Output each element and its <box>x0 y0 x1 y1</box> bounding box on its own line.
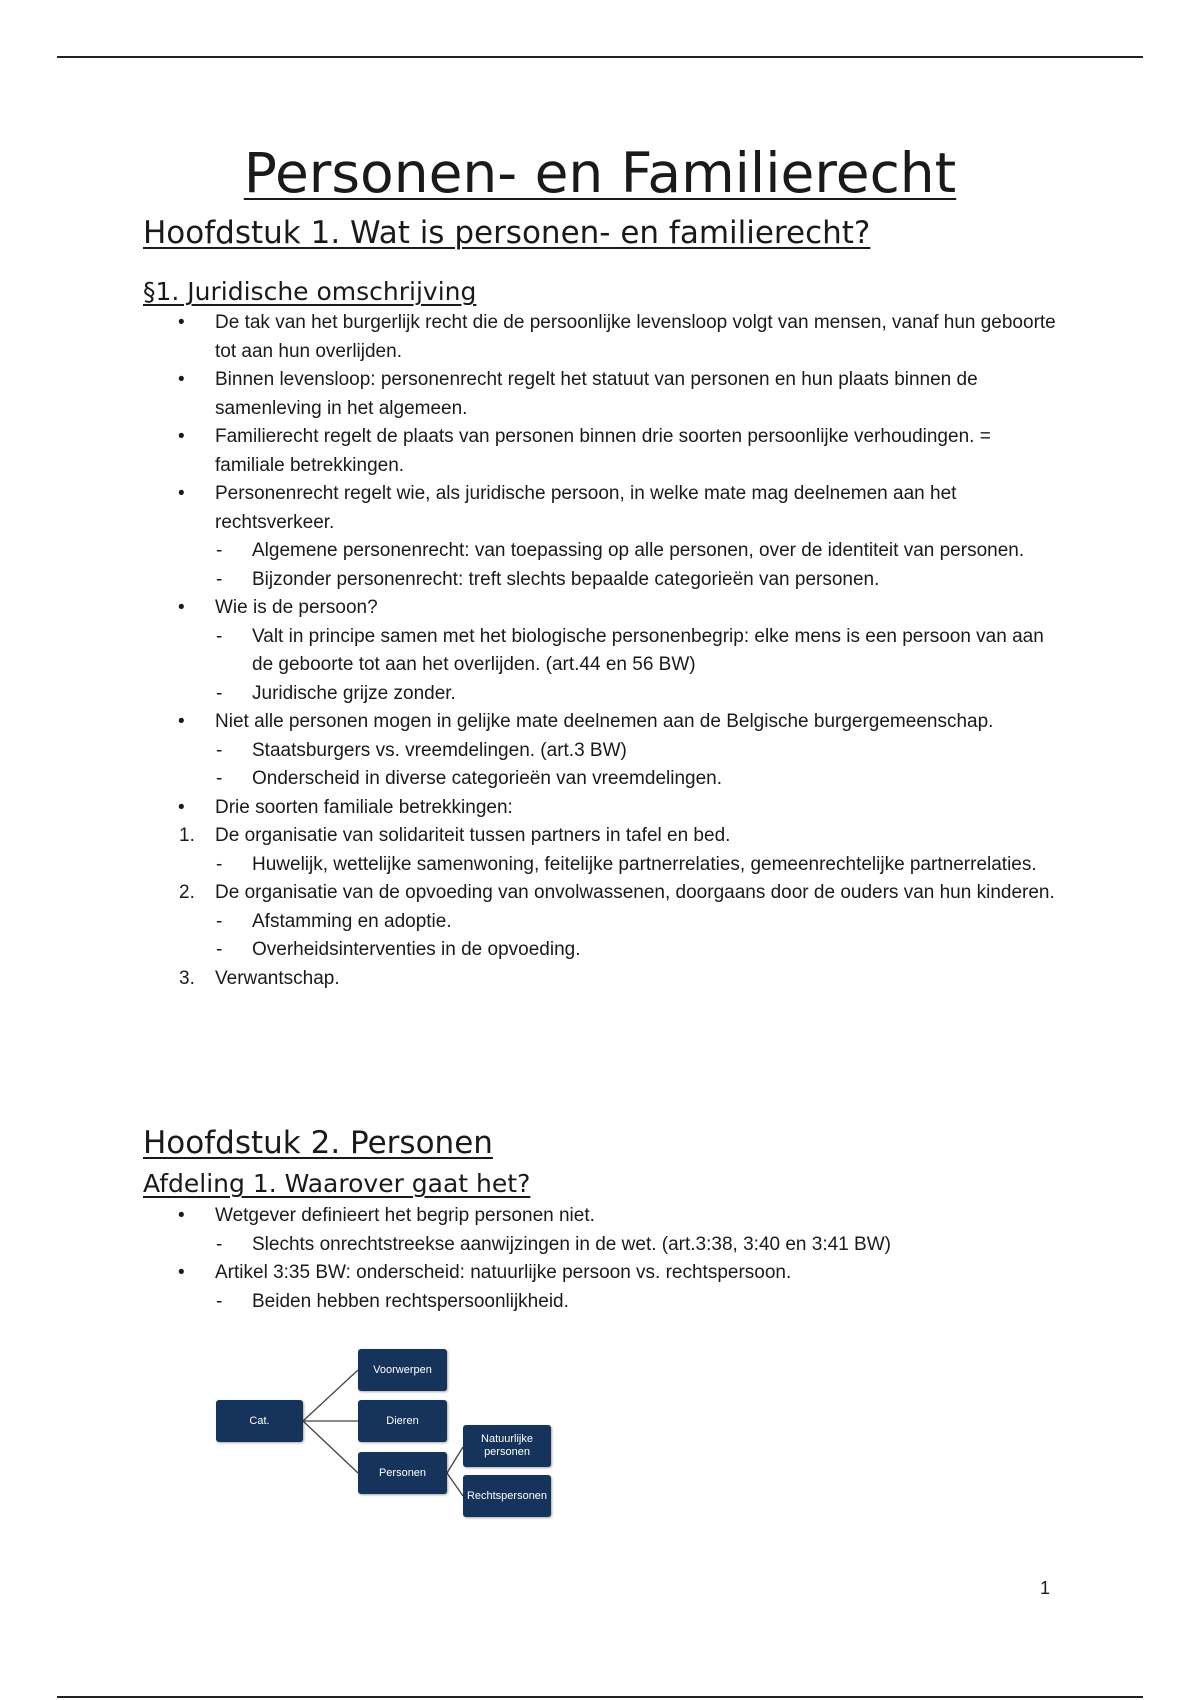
list-item-text: Juridische grijze zonder. <box>252 682 456 704</box>
list-item-text: Verwantschap. <box>215 967 340 989</box>
connector-line <box>447 1473 463 1496</box>
numbered-item <box>0 965 1200 994</box>
sub-list-item <box>0 765 1200 794</box>
diagram-node-voorwerpen: Voorwerpen <box>358 1349 447 1391</box>
section-2-1-heading: Afdeling 1. Waarover gaat het? <box>143 1169 531 1198</box>
list-item <box>0 708 1200 737</box>
list-item-text: Overheidsinterventies in de opvoeding. <box>252 939 581 960</box>
list-item-text: Wetgever definieert het begrip personen niet. <box>215 1205 595 1226</box>
bullet-marker: • <box>178 796 185 818</box>
diagram-node-dieren: Dieren <box>358 1400 447 1442</box>
bullet-marker: • <box>178 426 185 447</box>
section-1-heading: §1. Juridische omschrijving <box>143 277 477 306</box>
sub-list-item <box>0 680 1200 709</box>
list-item-text: De tak van het burgerlijk recht die de persoonlijke levensloop volgt van mensen, vanaf hun geboorte tot aan hun overlijden. <box>215 312 1056 362</box>
diagram-node-root: Cat. <box>216 1400 303 1442</box>
sub-list-item <box>0 908 1200 937</box>
list-item <box>0 366 1200 423</box>
dash-marker: - <box>216 768 223 789</box>
dash-marker: - <box>216 1290 223 1312</box>
bullet-marker: • <box>178 597 185 618</box>
bullet-marker: • <box>178 483 185 504</box>
dash-marker: - <box>216 739 223 761</box>
diagram-node-rechtspersonen: Rechtspersonen <box>463 1475 551 1517</box>
sub-list-item <box>0 566 1200 595</box>
list-item <box>0 423 1200 480</box>
numbered-item <box>0 879 1200 908</box>
dash-marker: - <box>216 625 223 647</box>
connector-line <box>303 1421 358 1473</box>
chapter-1-heading: Hoofdstuk 1. Wat is personen- en familierecht? <box>143 215 871 251</box>
list-item <box>0 1259 1200 1288</box>
list-item-text: Wie is de persoon? <box>215 597 378 618</box>
bullet-marker: • <box>178 312 185 333</box>
list-item-text: Bijzonder personenrecht: treft slechts bepaalde categorieën van personen. <box>252 568 880 590</box>
dash-marker: - <box>216 568 223 590</box>
bullet-marker: • <box>178 711 185 732</box>
sub-list-item <box>0 737 1200 766</box>
list-item <box>0 480 1200 537</box>
list-item-text: Algemene personenrecht: van toepassing op alle personen, over de identiteit van personen. <box>252 540 1025 561</box>
page-number: 1 <box>1040 1578 1051 1598</box>
diagram-node-personen: Personen <box>358 1452 447 1494</box>
dash-marker: - <box>216 910 223 932</box>
list-item-text: Onderscheid in diverse categorieën van vreemdelingen. <box>252 768 722 789</box>
dash-marker: - <box>216 939 223 960</box>
document-title <box>0 140 1200 206</box>
bullet-marker: • <box>178 1205 185 1226</box>
sub-list-item <box>0 851 1200 880</box>
list-item-text: De organisatie van solidariteit tussen partners in tafel en bed. <box>215 825 731 846</box>
list-item <box>0 1202 1200 1231</box>
category-diagram <box>210 1340 570 1530</box>
footer-rule <box>57 1696 1143 1698</box>
diagram-node-natuurlijke-personen: Natuurlijke personen <box>463 1425 551 1467</box>
dash-marker: - <box>216 540 223 561</box>
list-item-text: Slechts onrechtstreekse aanwijzingen in de wet. (art.3:38, 3:40 en 3:41 BW) <box>252 1233 891 1255</box>
numbered-item <box>0 822 1200 851</box>
list-item-text: Beiden hebben rechtspersoonlijkheid. <box>252 1290 569 1312</box>
list-item-text: Afstamming en adoptie. <box>252 910 452 932</box>
chapter-2-list <box>0 1202 1200 1316</box>
sub-list-item <box>0 623 1200 680</box>
dash-marker: - <box>216 682 223 704</box>
list-item-text: Artikel 3:35 BW: onderscheid: natuurlijke persoon vs. rechtspersoon. <box>215 1262 792 1283</box>
list-item-text: Personenrecht regelt wie, als juridische persoon, in welke mate mag deelnemen aan het rechtsverkeer. <box>215 483 957 533</box>
number-marker: 2. <box>179 882 195 903</box>
bullet-marker: • <box>178 1262 185 1283</box>
list-item <box>0 309 1200 366</box>
bullet-marker: • <box>178 369 185 390</box>
number-marker: 3. <box>179 967 195 989</box>
sub-list-item <box>0 936 1200 965</box>
list-item-text: Huwelijk, wettelijke samenwoning, feitelijke partnerrelaties, gemeenrechtelijke partnerrelaties. <box>252 853 1037 875</box>
list-item <box>0 594 1200 623</box>
list-item-text: Familierecht regelt de plaats van personen binnen drie soorten persoonlijke verhoudingen. = familiale betrekkingen. <box>215 426 991 476</box>
sub-list-item <box>0 1231 1200 1260</box>
chapter-2-heading: Hoofdstuk 2. Personen <box>143 1125 493 1161</box>
sub-list-item <box>0 1288 1200 1317</box>
connector-line <box>447 1447 463 1473</box>
list-item-text: Valt in principe samen met het biologische personenbegrip: elke mens is een persoon van aan de geboorte tot aan het overlijden. (art.44 en 56 BW) <box>252 625 1044 675</box>
connector-line <box>303 1370 358 1421</box>
document-title-text: Personen- en Familierecht <box>243 141 957 205</box>
dash-marker: - <box>216 1233 223 1255</box>
sub-list-item <box>0 537 1200 566</box>
list-item-text: Staatsburgers vs. vreemdelingen. (art.3 BW) <box>252 739 627 761</box>
dash-marker: - <box>216 853 223 875</box>
number-marker: 1. <box>179 825 195 846</box>
list-item-text: Binnen levensloop: personenrecht regelt het statuut van personen en hun plaats binnen de samenleving in het algemeen. <box>215 369 978 419</box>
list-item <box>0 794 1200 823</box>
list-item-text: Drie soorten familiale betrekkingen: <box>215 796 513 818</box>
chapter-1-list <box>0 309 1200 993</box>
header-rule <box>57 56 1143 58</box>
list-item-text: Niet alle personen mogen in gelijke mate deelnemen aan de Belgische burgergemeenschap. <box>215 711 994 732</box>
list-item-text: De organisatie van de opvoeding van onvolwassenen, doorgaans door de ouders van hun kinderen. <box>215 882 1055 903</box>
